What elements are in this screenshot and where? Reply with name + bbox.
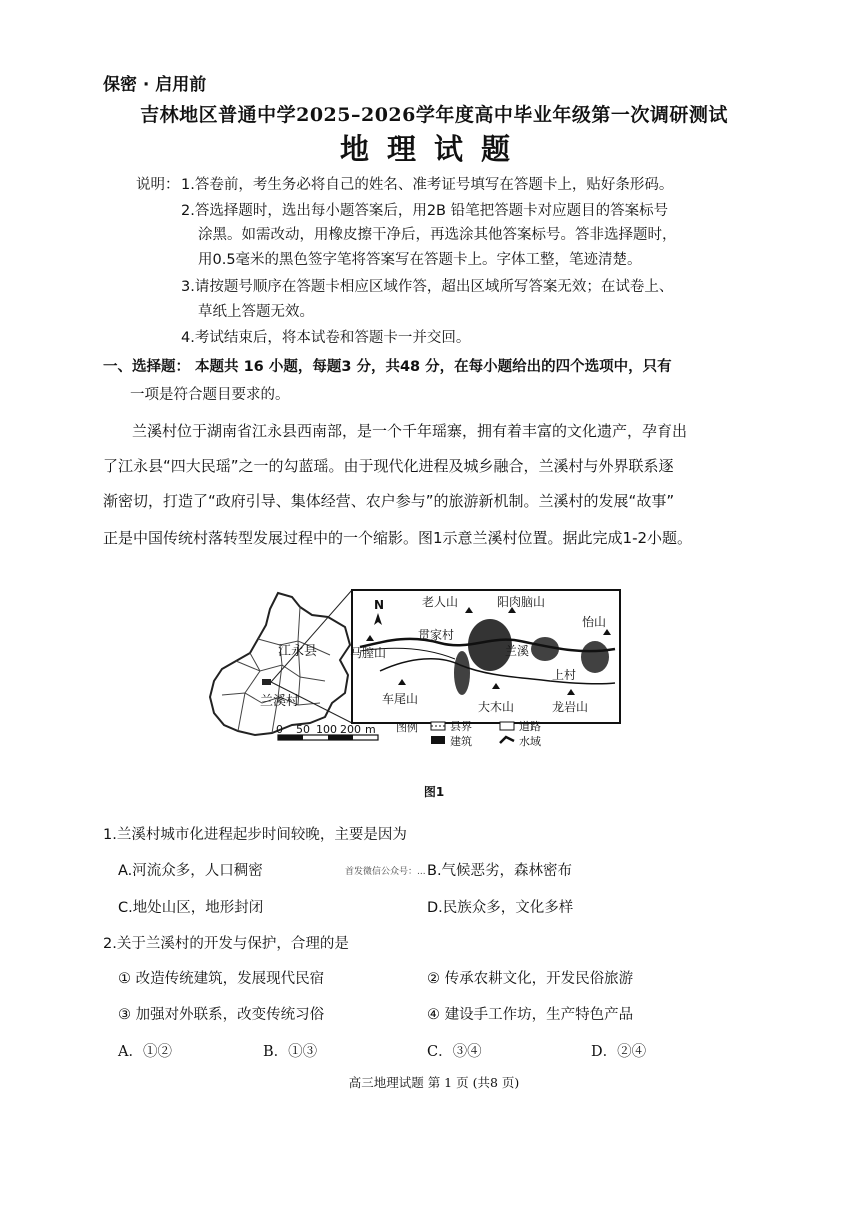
north-label: N (374, 598, 385, 612)
secret-label: 保密 · 启用前 (103, 75, 207, 95)
exam-title: 吉林地区普通中学2025–2026学年度高中毕业年级第一次调研测试 (140, 104, 728, 126)
option-a: A.河流众多，人口稠密 (118, 863, 263, 879)
instruction-line: 草纸上答题无效。 (198, 304, 314, 320)
map-label: 兰溪 (505, 644, 530, 658)
option-b: B.气候恶劣，森林密布 (427, 863, 573, 879)
statement: ④ 建设手工作坊，生产特色产品 (427, 1007, 634, 1023)
scale-tick: 200 (340, 723, 361, 736)
county-outline (210, 593, 350, 735)
legend-label: 道路 (519, 720, 541, 733)
subject-title: 地理试题 (339, 132, 528, 166)
legend-label: 县界 (450, 720, 472, 733)
building-cluster (531, 637, 559, 661)
section-heading: 一、选择题： 本题共 16 小题，每题3 分，共48 分，在每小题给出的四个选项中，只有 (103, 359, 672, 375)
scale-unit: m (365, 723, 376, 736)
section-heading-cont: 一项是符合题目要求的。 (130, 387, 290, 403)
passage-line: 兰溪村位于湖南省江永县西南部，是一个千年瑶寨，拥有着丰富的文化遗产，孕育出 (132, 422, 688, 440)
map-label: 怡山 (582, 615, 607, 629)
option-c: C.地处山区，地形封闭 (118, 900, 264, 916)
village-label: 兰溪村 (260, 694, 300, 709)
option-d: D．②④ (591, 1044, 647, 1060)
option-b: B．①③ (263, 1044, 318, 1060)
question-stem: 1.兰溪村城市化进程起步时间较晚，主要是因为 (103, 827, 407, 843)
scale-tick: 100 (316, 723, 337, 736)
map-label: 老人山 (422, 595, 459, 609)
instruction-line: 3.请按题号顺序在答题卡相应区域作答，超出区域所写答案无效；在试卷上、 (181, 279, 674, 295)
figure-caption: 图1 (423, 785, 445, 799)
map-label: 大木山 (478, 700, 515, 714)
scale-tick: 50 (296, 723, 310, 736)
map-label: 阳肉脑山 (497, 595, 546, 609)
legend-swatch-county-border (431, 722, 445, 730)
question-stem: 2.关于兰溪村的开发与保护，合理的是 (103, 936, 349, 952)
statement: ③ 加强对外联系，改变传统习俗 (118, 1007, 325, 1023)
option-c: C．③④ (427, 1044, 482, 1060)
passage-line: 正是中国传统村落转型发展过程中的一个缩影。图1示意兰溪村位置。据此完成1-2小题。 (103, 529, 693, 547)
map-label: 车尾山 (382, 692, 419, 706)
legend-swatch-building (431, 736, 445, 744)
map-label: 马膣山 (350, 646, 387, 660)
statement: ② 传承农耕文化，开发民俗旅游 (427, 971, 634, 987)
lanxi-marker (262, 679, 271, 685)
option-d: D.民族众多，文化多样 (427, 900, 574, 916)
county-label: 江永县 (278, 644, 318, 659)
building-cluster (454, 651, 470, 695)
scale-tick: 0 (276, 723, 283, 736)
statement: ① 改造传统建筑，发展现代民宿 (118, 971, 325, 987)
legend-swatch-water (500, 737, 514, 743)
instruction-line: 2.答选择题时，选出每小题答案后，用2B 铅笔把答题卡对应题目的答案标号 (181, 203, 669, 219)
option-a: A．①② (118, 1044, 172, 1060)
page-footer: 高三地理试题 第 1 页 (共8 页) (348, 1075, 520, 1090)
instruction-line: 涂黑。如需改动，用橡皮擦干净后，再选涂其他答案标号。答非选择题时， (198, 227, 677, 243)
legend-swatch-road (500, 722, 514, 730)
map-label: 上村 (552, 668, 577, 682)
watermark: 首发微信公众号：... (345, 867, 426, 877)
instruction-line: 1.答卷前，考生务必将自己的姓名、准考证号填写在答题卡上，贴好条形码。 (181, 177, 674, 193)
legend (396, 720, 541, 748)
legend-label: 水域 (519, 735, 541, 748)
passage-line: 渐密切，打造了“政府引导、集体经营、农户参与”的旅游新机制。兰溪村的发展“故事” (103, 492, 675, 510)
legend-label: 建筑 (450, 735, 472, 748)
instruction-line: 4.考试结束后，将本试卷和答题卡一并交回。 (181, 330, 471, 346)
passage-line: 了江永县“四大民瑶”之一的勾蓝瑶。由于现代化进程及城乡融合，兰溪村与外界联系逐 (103, 457, 674, 475)
map-label: 贯家村 (418, 628, 455, 642)
map-label: 龙岩山 (552, 700, 589, 714)
building-cluster (581, 641, 609, 673)
instructions-label: 说明： (136, 177, 180, 193)
figure-1-map (200, 585, 630, 755)
legend-title: 图例 (396, 721, 418, 734)
instruction-line: 用0.5毫米的黑色签字笔将答案写在答题卡上。字体工整，笔迹清楚。 (198, 252, 642, 268)
